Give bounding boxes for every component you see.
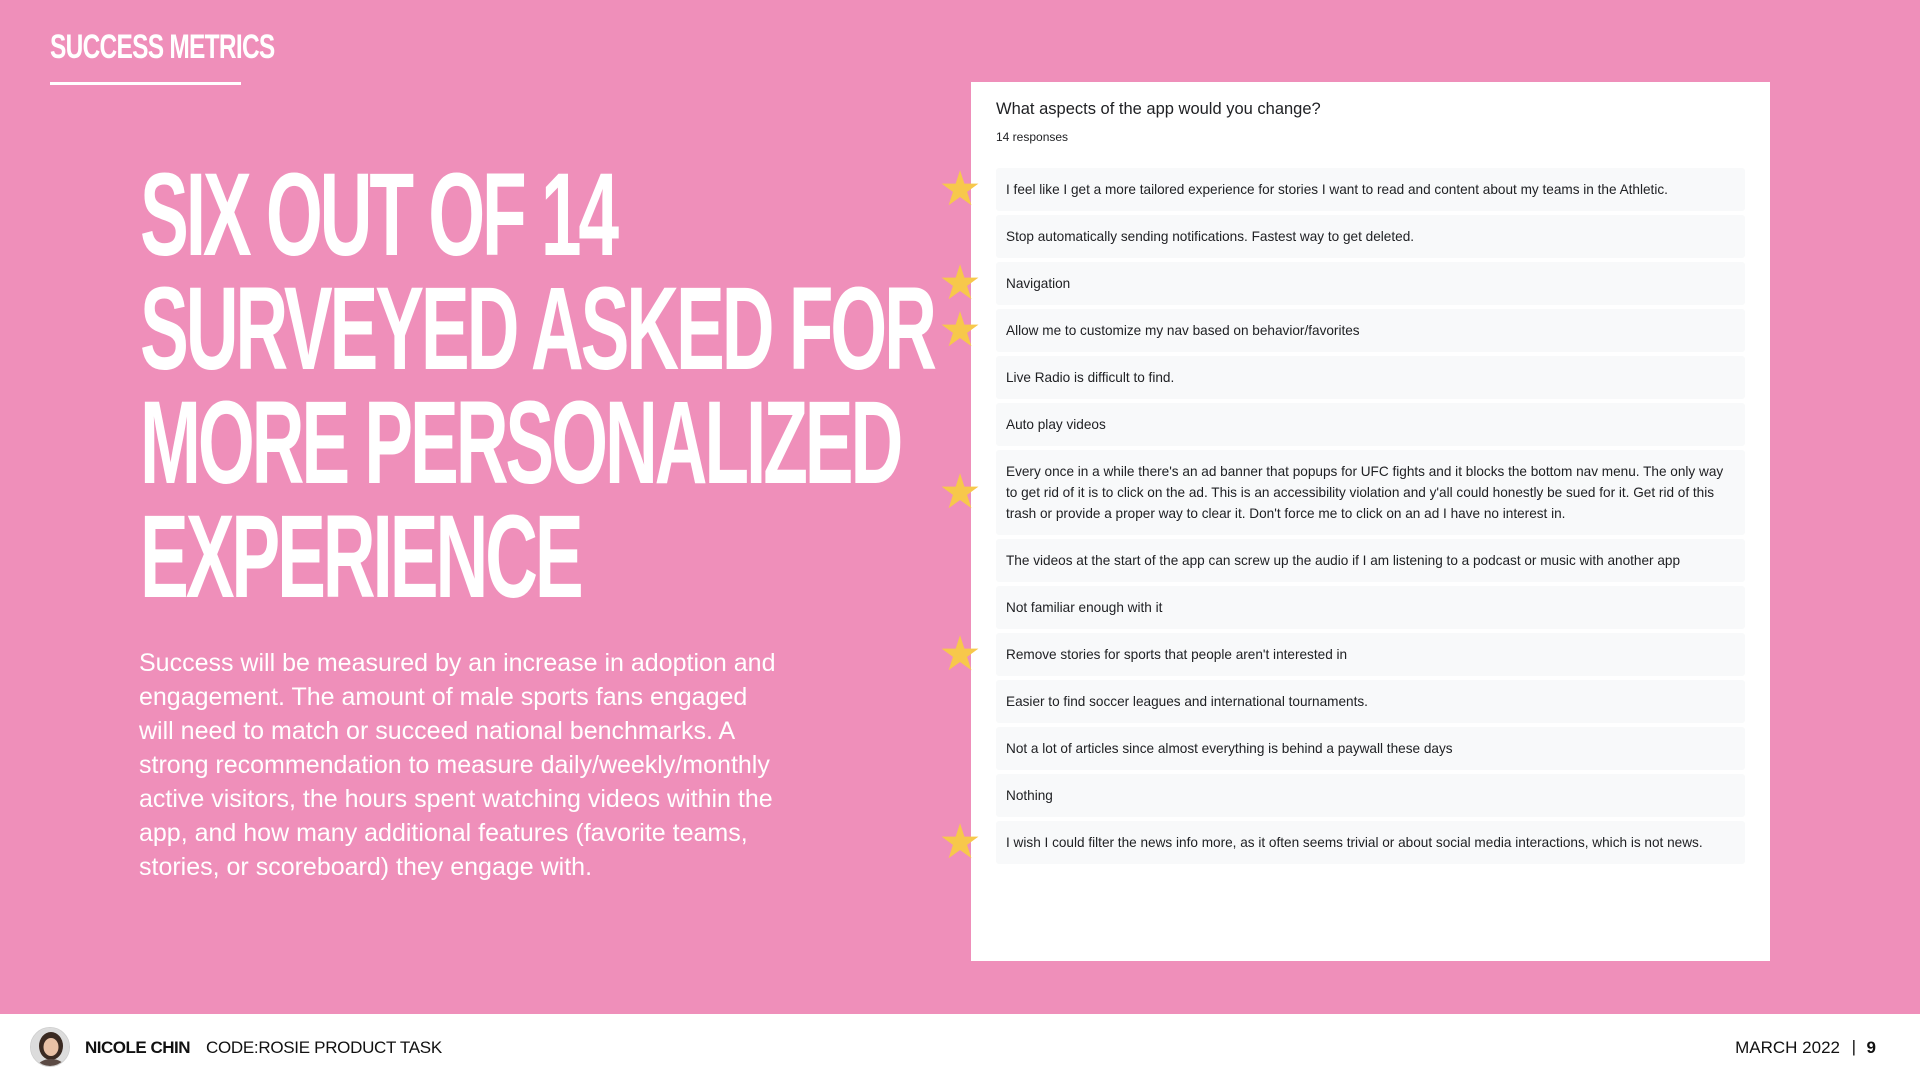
star-icon: ★ [938, 162, 982, 216]
footer-separator: | [1851, 1037, 1856, 1056]
section-label: SUCCESS METRICS [50, 28, 275, 66]
response-text: Remove stories for sports that people aren't interested in [1006, 647, 1348, 662]
section-underline [50, 82, 241, 85]
star-icon: ★ [938, 256, 982, 310]
response-item [938, 303, 1745, 357]
survey-card [938, 82, 1770, 961]
response-item [996, 774, 1745, 817]
project-title: CODE:ROSIE PRODUCT TASK [206, 1038, 442, 1057]
star-icon: ★ [938, 465, 982, 519]
star-icon: ★ [938, 303, 982, 357]
response-item [996, 680, 1745, 723]
response-item [938, 815, 1745, 869]
response-item [938, 256, 1745, 310]
star-icon: ★ [938, 627, 982, 681]
footer [0, 1014, 1920, 1080]
response-text: The videos at the start of the app can screw up the audio if I am listening to a podcast or music with another app [1006, 553, 1681, 568]
author-name: NICOLE CHIN [85, 1038, 190, 1057]
response-count: 14 responses [996, 130, 1069, 144]
headline-line: SURVEYED ASKED FOR [140, 263, 934, 395]
response-text: Navigation [1006, 276, 1071, 291]
headline-line: MORE PERSONALIZED [140, 377, 901, 509]
body-text: Success will be measured by an increase in adoption and engagement. The amount of male sports fans engaged will need to match or succeed national benchmarks. A strong recommendation to measure daily/weekly/monthly active visitors, the hours spent watching videos within the app, and how many additional features (favorite teams, stories, or scoreboard) they engage with. [139, 649, 776, 881]
response-item [938, 627, 1745, 681]
response-text: Every once in a while there's an ad banner that popups for UFC fights and it blocks the bottom nav menu. The only way to get rid of it is to click on the ad. This is an accessibility violation and y'all could honestly be sued for it. Get rid of this trash or provide a proper way to clear it. Don't force me to click on an ad I have no interest in. [1006, 464, 1724, 521]
response-item [996, 215, 1745, 258]
response-item [996, 539, 1745, 582]
response-list [938, 162, 1745, 869]
avatar [30, 1027, 70, 1067]
survey-question: What aspects of the app would you change? [996, 100, 1321, 118]
response-text: Easier to find soccer leagues and international tournaments. [1006, 694, 1368, 709]
response-item [996, 586, 1745, 629]
response-item [938, 162, 1745, 216]
response-text: Stop automatically sending notifications. Fastest way to get deleted. [1006, 229, 1415, 244]
footer-date: MARCH 2022 [1735, 1038, 1840, 1057]
response-item [938, 450, 1745, 535]
headline-line: SIX OUT OF 14 [140, 149, 617, 281]
headline-line: EXPERIENCE [140, 491, 581, 623]
star-icon: ★ [938, 815, 982, 869]
response-text: Allow me to customize my nav based on behavior/favorites [1006, 323, 1360, 338]
response-item [996, 727, 1745, 770]
response-text: Nothing [1006, 788, 1053, 803]
response-item [996, 356, 1745, 399]
response-text: I feel like I get a more tailored experience for stories I want to read and content about my teams in the Athletic. [1006, 182, 1668, 197]
response-text: Auto play videos [1006, 417, 1106, 432]
response-text: I wish I could filter the news info more, as it often seems trivial or about social media interactions, which is not news. [1006, 835, 1703, 850]
response-item [996, 403, 1745, 446]
headline [140, 149, 934, 623]
page-number: 9 [1866, 1038, 1876, 1057]
response-text: Live Radio is difficult to find. [1006, 370, 1175, 385]
response-text: Not a lot of articles since almost everything is behind a paywall these days [1006, 741, 1453, 756]
response-text: Not familiar enough with it [1006, 600, 1163, 615]
